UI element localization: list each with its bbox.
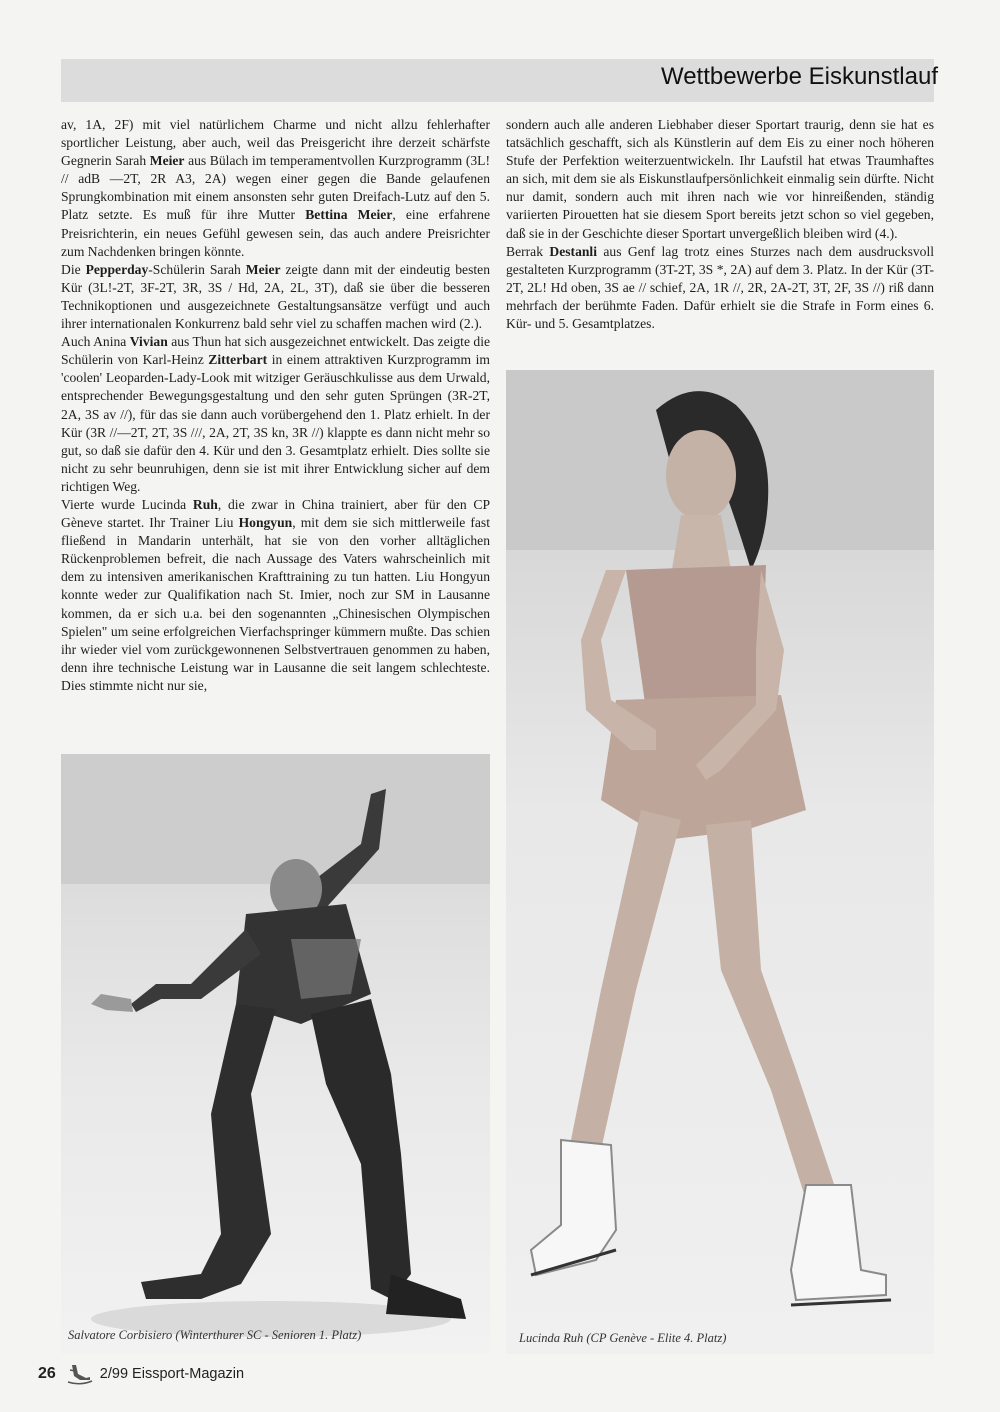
text-run: , eine erfahrene Preisrichterin, ein neues Gefühl gewesen sein, das auch andere Preisrichter zum Nachdenken bringen könnte. (61, 207, 490, 259)
photo-caption-left: Salvatore Corbisiero (Winterthurer SC - Senioren 1. Platz) (68, 1328, 362, 1342)
photo-male-skater (61, 754, 490, 1354)
text-run: Die (61, 261, 86, 277)
name-highlight: Zitterbart (208, 352, 268, 368)
name-highlight: Hongyun (238, 515, 293, 531)
text-run: aus Genf lag trotz eines Sturzes nach dem ausdrucksvoll gestalteten Kurzprogramm (3T-2T, 3S *, 2A) auf dem 3. Platz. In der Kür (3T-2T, 2L! Hd oben, 3S ae // schief, 2A, 1R //, 2R, 2A-2T, 3T, 2F, 3S //) riß dann mehrfach der berühmte Faden. Dafür erhielt sie die Strafe in Form eines 6. Kür- und 5. Gesamtplatzes. (506, 243, 935, 332)
text-run: Auch Anina (61, 334, 130, 350)
male-skater-figure (61, 754, 490, 1354)
paragraph (61, 261, 490, 333)
text-run: av, 1A, 2F) mit viel natürlichem Charme und nicht allzu fehlerhafter sportlicher Leistung, aber auch, weil das Preisgericht ihre derzeit schärfste Gegnerin Sarah (61, 117, 490, 169)
text-run: aus Bülach im temperamentvollen Kurzprogramm (3L! // adB —2T, 2R A3, 2A) wegen einer gegen die Bande gelaufenen Sprungkombination mit einem ansonsten sehr guten Dreifach-Lutz auf den 5. Platz setzte. Es muß für ihre Mutter (61, 153, 490, 223)
text-run: in einem attraktiven Kurzprogramm im 'coolen' Leoparden-Lady-Look mit witziger Geräuschkulisse aus dem Urwald, entsprechender Bewegungsgestaltung und den sehr guten Sprüngen (3R-2T, 2A, 3S av //), für das sie dann auch vorübergehend den 1. Platz erhielt. In der Kür (3R //—2T, 2T, 3S ///, 2A, 2T, 3S kn, 3R //) klappte es dann nicht mehr so gut, so daß sie dafür den 4. Kür und den 3. Gesamtplatz erhielt. Dies sollte sie nicht zu sehr beunruhigen, denn sie ist mit ihrer Entwicklung sicher auf dem richtigen Weg. (61, 352, 490, 494)
left-text-column (61, 116, 490, 695)
paragraph (61, 116, 490, 261)
female-skater-figure (506, 370, 934, 1354)
right-text-column (506, 116, 934, 333)
text-run: sondern auch alle anderen Liebhaber dieser Sportart traurig, denn sie hat es tatsächlich geschafft, sich als Künstlerin auf dem Eis zu einer noch höheren Stufe der Perfektion weiterzuentwickeln. Ihr Laufstil hat etwas Traumhaftes an sich, mit dem sie als Eiskunstlaufpersönlichkeit einmalig sein dürfte. Nicht nur damit, sondern auch mit ihren nach wie vor hinreißenden, ständig variierten Pirouetten hat sie diesem Sport bereits jetzt schon so viel gegeben, daß sie in der Geschichte dieser Sportart unvergeßlich bleiben wird (4.). (506, 117, 934, 241)
name-highlight: Ruh (192, 496, 218, 512)
page-footer (38, 1361, 244, 1387)
name-highlight: Pepperday (85, 261, 149, 277)
text-run: zeigte dann mit der eindeutig besten Kür (3L!-2T, 3F-2T, 3R, 3S / Hd, 2A, 2L, 3T), daß sie über die besseren Technikoptionen und ausgezeichnete Gestaltungsansätze verfügt und auch ihrer internationalen Konkurrenz bald sehr viel zu schaffen machen wird (2.). (61, 261, 490, 332)
skater-logo-icon (66, 1362, 94, 1386)
issue-label: 2/99 Eissport-Magazin (99, 1366, 245, 1382)
text-run: Vierte wurde Lucinda (61, 496, 193, 512)
text-run: , mit dem sie sich mittlerweile fast fließend in Mandarin unterhält, hat sie von den vorher alltäglichen Rückenproblemen befreit, die nach Aussage des Vaters wahrscheinlich mit dem zu intensiven amerikanischen Krafttraining zu tun hatten. Liu Hongyun konnte weder zur Qualifikation nach St. Imier, noch zur SM in Lausanne kommen, da er sich u.a. bei den sogenannten „Chinesischen Olympischen Spielen" um seine erfolgreichen Vierfachspringer kümmern mußte. Das schien ihr wieder viel vom zurückgewonnenen Selbstvertrauen genommen zu haben, denn ihre technische Leistung war in Lausanne die seit langem schlechteste. Dies stimmte nicht nur sie, (61, 515, 491, 693)
photo-caption-right: Lucinda Ruh (CP Genève - Elite 4. Platz) (519, 1331, 727, 1345)
name-highlight: Bettina Meier (305, 207, 393, 223)
text-run: , die zwar in China trainiert, aber für den CP Gèneve startet. Ihr Trainer Liu (61, 496, 491, 531)
text-run: aus Thun hat sich ausgezeichnet entwickelt. Das zeigte die Schülerin von Karl-Heinz (61, 334, 491, 368)
text-run: Berrak (506, 243, 550, 259)
name-highlight: Meier (245, 261, 281, 277)
paragraph (61, 496, 490, 695)
name-highlight: Vivian (129, 334, 168, 350)
name-highlight: Destanli (549, 243, 597, 259)
paragraph (506, 243, 934, 333)
paragraph (61, 333, 490, 496)
photo-female-skater (506, 370, 934, 1354)
text-run: -Schülerin Sarah (148, 261, 246, 277)
page-number: 26 (38, 1365, 56, 1382)
name-highlight: Meier (149, 153, 185, 169)
page-title: Wettbewerbe Eiskunstlauf (660, 63, 938, 90)
paragraph (506, 116, 934, 243)
